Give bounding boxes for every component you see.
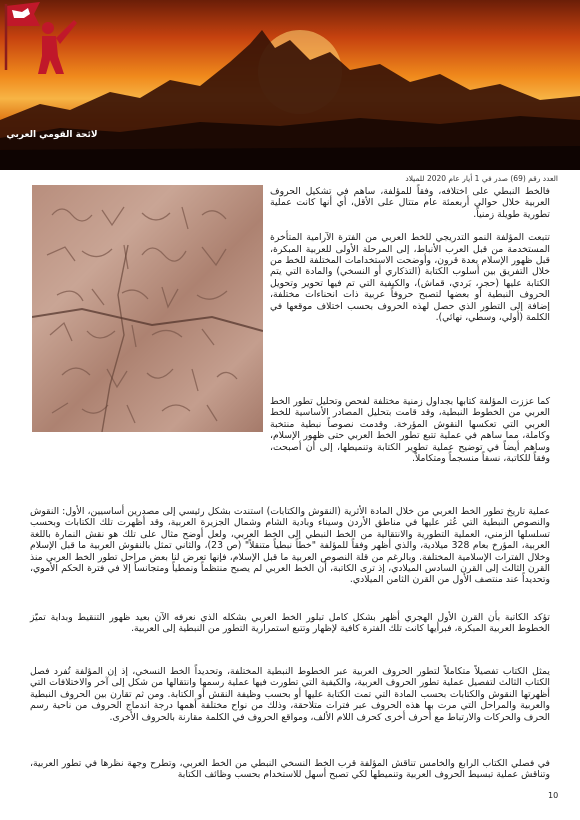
logo-icon: [0, 0, 80, 80]
inscription-photo: [32, 185, 263, 432]
mountain-landscape: [0, 0, 580, 170]
page-number: 10: [548, 791, 559, 800]
paragraph-2: تتبعت المؤلفة النمو التدريجي للخط العربي من الفترة الآرامية المتأخرة المستخدمة من قبل العرب الأنباط، إلى المرحلة الأولى للعربية المبكرة، قبل ظهور الإسلام بعدة قرون، وأوضحت الاستخدامات المختلفة للخط من خلال التفريق بين أسلوب الكتابة (التذكاري أو النسخي) والمادة التي يتم الكتابة عليها (حجر، بَردي، قماش)، والكيفية التي تم فيها تحوير وتحويل الحروف النبطية أو بعضها لتصبح حروفاً عربية ذات انحناءات مختلفة، إضافة إلى التطور الذي حصل لهذه الحروف بحسب اختلاف موقعها في الكلمة (أولي، وسطي، نهائي).: [270, 232, 550, 324]
paragraph-5: تؤكد الكاتبة بأن القرن الأول الهجري أظهر بشكل كامل تبلور الخط العربي بشكله الذي نعرفه الآن بعيد ظهور التنقيط وبداية تميّز الخطوط العربية المبكرة، فبرأيها كانت تلك الفترة كافية لإظهار وتتبع استمرارية التطور من النبطية إلى العربية.: [30, 612, 550, 635]
paragraph-6: يمثل الكتاب تفصيلاً متكاملاً لتطور الحروف العربية عبر الخطوط النبطية المختلفة، وتحديداً الخط النسخي، إذ إن المؤلفة تُفرد فصل الكتاب الثالث لتفصيل عملية تطور الحروف العربية، والكيفية التي تطورت فيها عملية رسمها وانتقالها من شكل إلى آخر والاختلافات التي أظهرتها النقوش والكتابات بحسب المادة التي تمت الكتابة عليها أو بحسب وظيفة النقش أو الكتابة. ومن ثم تقارن بين الحروف النبطية والعربية والمراحل التي مرت بها هذه الحروف عبر فترات متلاحقة، وذلك من نواح مختلفة أهمها درجة اندماج الحروف من ناحية رسم الحرف والحركات والارتباط مع أحرف أخرى كحرف اللام الألف، ومواقع الحروف في الكلمة مقارنة بالحروف الأخرى.: [30, 666, 550, 723]
paragraph-1: فالخط النبطي على اختلافه، وفقاً للمؤلفة، ساهم في تشكيل الحروف العربية خلال حوالي أربعمئة عام متتال على الأقل، أي أنها كانت عملية تطورية طويلة زمنياً.: [270, 186, 550, 220]
paragraph-3-block: [30, 396, 550, 464]
header-banner: [0, 0, 580, 170]
paragraph-7: في فصلي الكتاب الرابع والخامس تناقش المؤلفة قرب الخط النسخي النبطي من الخط العربي، وتطرح وجهة نظرها في تطور العربية، وتناقش عملية تبسيط الحروف العربية وتنميطها لكي تصبح أسهل للاستخدام بحسب وظائف الكتابة: [30, 758, 550, 781]
paragraph-7-block: [30, 758, 550, 781]
logo-text: لائحة القومي العربي: [6, 130, 98, 140]
paragraph-6-block: [30, 666, 550, 723]
issue-info: العدد رقم (69) صدر في 1 أيار عام 2020 للميلاد: [405, 174, 558, 183]
paragraph-3: كما عززت المؤلفة كتابها بجداول زمنية مختلفة لفحص وتحليل تطور الخط العربي من الخطوط النبطية، وقد قامت بتحليل المصادر الأساسية للخط العربي التي تعكسها النقوش المؤرخة. وقدمت نصوصاً نبطية منتخبة وكاملة، مما ساهم في عملية تتبع تطور الخط العربي حتى ظهور الإسلام، وساهم أيضاً في توضيح عملية تطوير الكتابة وتنميطها، إلى أن أصبحت، وفقاً للكاتبة، نسقاً منسجماً ومتكاملاً.: [270, 396, 550, 465]
paragraph-4: عملية تاريخ تطور الخط العربي من خلال المادة الأثرية (النقوش والكتابات) استندت بشكل رئيسي إلى مصدرين أساسيين، الأول: النقوش والنصوص النبطية التي عُثر عليها في مناطق الأردن وسيناء وبادية الشام وشمال الجزيرة العربية، وقد أظهرت تلك الكتابات وبحسب تسلسلها الزمني، العملية التطورية والانتقالية من الخط النبطي إلى الخط العربي، ولعل أوضح مثال على تلك هو نقش النمارة باللغة العربية، المؤرخ بعام 328 ميلادية، والذي أظهر وفقاً للمؤلفة "خطاً نبطياً متنقلاً" (ص 23)، والثاني تمثل بالنقوش العربية ما قبل الإسلام وخلال الفترات الإسلامية المختلفة. وبالرغم من قلة النصوص العربية ما قبل الإسلام، فإنها تعرض لنا بعض مراحل تطور الخط العربي منذ القرن الثالث إلى القرن السادس الميلادي، إذ ترى الكاتبة، أن الخط العربي لم يصبح منتظماً ونمطياً ومتجانساً إلا في فترة الحكم الأموي، وتحديداً عند منتصف الأول من القرن الثامن الميلادي.: [30, 506, 550, 586]
paragraph-4-block: [30, 506, 550, 586]
article-column: [270, 186, 550, 335]
inscription-image: [32, 185, 263, 432]
paragraph-5-block: [30, 612, 550, 635]
